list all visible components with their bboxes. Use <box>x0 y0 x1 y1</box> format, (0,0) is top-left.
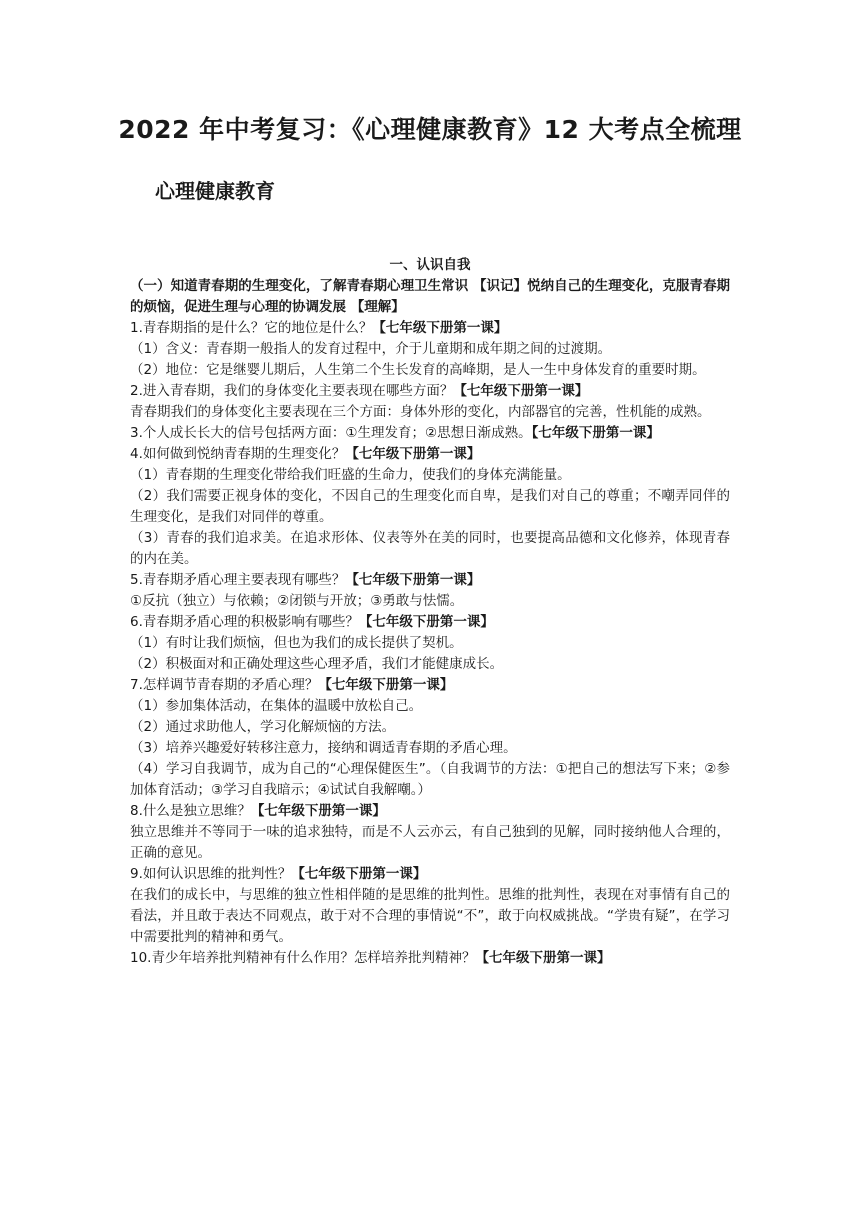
lesson-tag: 【七年级下册第一课】 <box>531 425 660 441</box>
lesson-tag: 【七年级下册第一课】 <box>250 803 386 819</box>
question-text: 8.什么是独立思维？ <box>130 803 251 819</box>
answer-line: （2）我们需要正视身体的变化，不因自己的生理变化而自卑，是我们对自己的尊重；不嘲弄同伴的生理变化，是我们对同伴的尊重。 <box>130 488 730 525</box>
question-text: 9.如何认识思维的批判性？ <box>130 866 292 882</box>
answer-line: 青春期我们的身体变化主要表现在三个方面：身体外形的变化，内部器官的完善，性机能的成熟。 <box>130 404 711 420</box>
answer-line: （2）地位：它是继婴儿期后，人生第二个生长发育的高峰期，是人一生中身体发育的重要时期。 <box>130 362 706 378</box>
lesson-tag: 【七年级下册第一课】 <box>372 320 508 336</box>
answer-line: 独立思维并不等同于一味的追求独特，而是不人云亦云，有自己独到的见解，同时接纳他人合理的，正确的意见。 <box>130 824 730 861</box>
page-title: 2022 年中考复习：《心理健康教育》12 大考点全梳理 <box>118 115 742 144</box>
question-text: 3.个人成长长大的信号包括两方面：①生理发育；②思想日渐成熟。 <box>130 425 532 441</box>
lesson-tag: 【七年级下册第一课】 <box>358 614 494 630</box>
answer-line: ①反抗（独立）与依赖；②闭锁与开放；③勇敢与怯懦。 <box>130 593 464 609</box>
answer-line: （3）青春的我们追求美。在追求形体、仪表等外在美的同时，也要提高品德和文化修养，体现青春的内在美。 <box>130 530 730 567</box>
lesson-tag: 【七年级下册第一课】 <box>453 383 589 399</box>
answer-line: （3）培养兴趣爱好转移注意力，接纳和调适青春期的矛盾心理。 <box>130 740 517 756</box>
question-text: 2.进入青春期，我们的身体变化主要表现在哪些方面？ <box>130 383 454 399</box>
answer-line: （2）积极面对和正确处理这些心理矛盾，我们才能健康成长。 <box>130 656 504 672</box>
question-text: 5.青春期矛盾心理主要表现有哪些？ <box>130 572 346 588</box>
document-body <box>130 255 730 969</box>
answer-line: （2）通过求助他人，学习化解烦恼的方法。 <box>130 719 396 735</box>
question-4 <box>130 444 730 465</box>
lesson-tag: 【七年级下册第一课】 <box>475 950 611 966</box>
page-subtitle: 心理健康教育 <box>155 179 275 203</box>
question-1 <box>130 318 730 339</box>
question-6 <box>130 612 730 633</box>
answer-line: 在我们的成长中，与思维的独立性相伴随的是思维的批判性。思维的批判性，表现在对事情有自己的看法，并且敢于表达不同观点，敢于对不合理的事情说“不”，敢于向权威挑战。“学贵有疑”，在学习中需要批判的精神和勇气。 <box>130 887 730 945</box>
question-5 <box>130 570 730 591</box>
question-text: 4.如何做到悦纳青春期的生理变化？ <box>130 446 346 462</box>
question-3 <box>130 423 730 444</box>
question-text: 7.怎样调节青春期的矛盾心理？ <box>130 677 319 693</box>
question-2 <box>130 381 730 402</box>
lesson-tag: 【七年级下册第一课】 <box>345 446 481 462</box>
answer-line: （1）青春期的生理变化带给我们旺盛的生命力，使我们的身体充满能量。 <box>130 467 571 483</box>
lesson-tag: 【七年级下册第一课】 <box>345 572 481 588</box>
answer-line: （1）含义：青春期一般指人的发育过程中，介于儿童期和成年期之间的过渡期。 <box>130 341 612 357</box>
question-text: 1.青春期指的是什么？它的地位是什么？ <box>130 320 373 336</box>
answer-line: （1）参加集体活动，在集体的温暖中放松自己。 <box>130 698 423 714</box>
answer-line: （1）有时让我们烦恼，但也为我们的成长提供了契机。 <box>130 635 463 651</box>
question-7 <box>130 675 730 696</box>
question-8 <box>130 801 730 822</box>
answer-line: （4）学习自我调节，成为自己的“心理保健医生”。（自我调节的方法：①把自己的想法写下来；②参加体育活动；③学习自我暗示；④试试自我解嘲。） <box>130 761 730 798</box>
question-9 <box>130 864 730 885</box>
section-intro: （一）知道青春期的生理变化，了解青春期心理卫生常识 【识记】悦纳自己的生理变化，克服青春期的烦恼，促进生理与心理的协调发展 【理解】 <box>130 278 730 315</box>
section-heading: 一、认识自我 <box>389 257 471 273</box>
lesson-tag: 【七年级下册第一课】 <box>318 677 454 693</box>
question-text: 6.青春期矛盾心理的积极影响有哪些？ <box>130 614 359 630</box>
question-text: 10.青少年培养批判精神有什么作用？怎样培养批判精神？ <box>130 950 476 966</box>
question-10 <box>130 948 730 969</box>
lesson-tag: 【七年级下册第一课】 <box>291 866 427 882</box>
